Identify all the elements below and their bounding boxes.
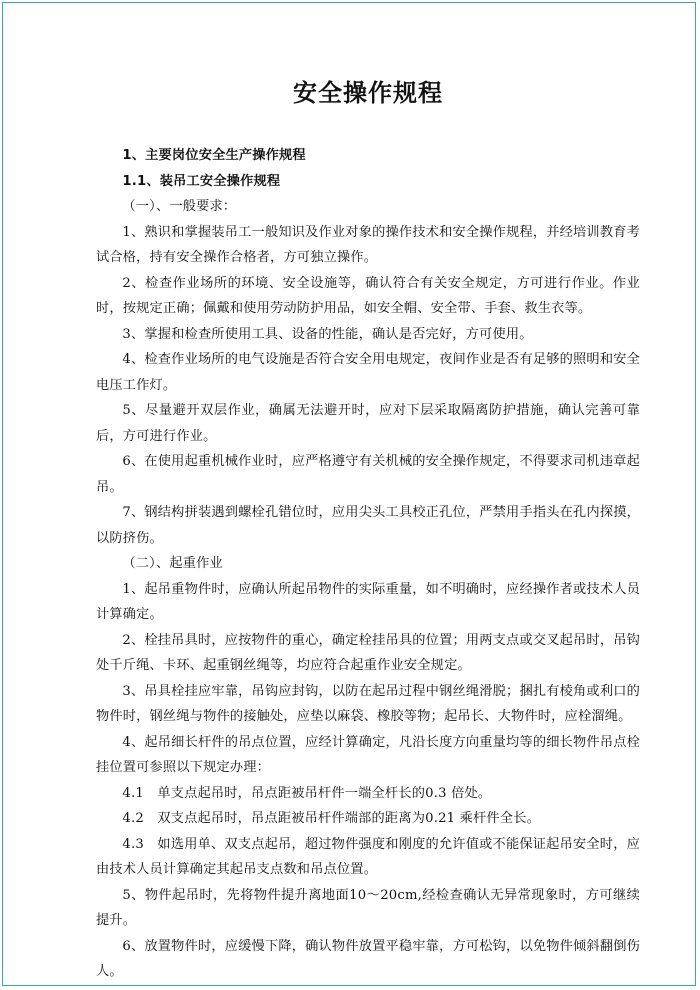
paragraph: 3、吊具栓挂应牢靠，吊钩应封钩，以防在起吊过程中钢丝绳滑脱；捆扎有棱角或利口的物件时，钢丝绳与物件的接触处，应垫以麻袋、橡胶等物；起吊长、大物件时，应栓溜绳。	[96, 683, 640, 724]
paragraph: 5、尽量避开双层作业，确属无法避开时，应对下层采取隔离防护措施，确认完善可靠后，方可进行作业。	[96, 403, 640, 444]
paragraph: 4.2 双支点起吊时，吊点距被吊杆件端部的距离为0.21 乘杆件全长。	[122, 811, 540, 826]
paragraph: 4、起吊细长杆件的吊点位置，应经计算确定，凡沿长度方向重量均等的细长物件吊点栓挂位置可参照以下规定办理：	[96, 734, 640, 775]
paragraph: 4.3 如选用单、双支点起吊，超过物件强度和刚度的允许值或不能保证起吊安全时，应由技术人员计算确定其起吊支点数和吊点位置。	[96, 836, 640, 877]
part-heading: （一）、一般要求：	[122, 199, 237, 214]
paragraph: 1、起吊重物件时，应确认所起吊物件的实际重量，如不明确时，应经操作者或技术人员计算确定。	[96, 581, 640, 622]
paragraph: 5、物件起吊时，先将物件提升离地面10～20cm,经检查确认无异常现象时，方可继续提升。	[96, 887, 640, 928]
paragraph: 2、检查作业场所的环境、安全设施等，确认符合有关安全规定，方可进行作业。作业时，按规定正确；佩戴和使用劳动防护用品，如安全帽、安全带、手套、救生衣等。	[96, 275, 640, 316]
paragraph: 2、栓挂吊具时，应按物件的重心，确定栓挂吊具的位置；用两支点或交叉起吊时，吊钩处千斤绳、卡环、起重钢丝绳等，均应符合起重作业安全规定。	[96, 632, 640, 673]
section-heading: 1、主要岗位安全生产操作规程	[122, 148, 306, 163]
paragraph: 4、检查作业场所的电气设施是否符合安全用电规定，夜间作业是否有足够的照明和安全电压工作灯。	[96, 352, 640, 393]
document-page	[2, 2, 696, 986]
paragraph: 6、放置物件时，应缓慢下降，确认物件放置平稳牢靠，方可松钩，以免物件倾斜翻倒伤人。	[96, 938, 640, 979]
subsection-heading: 1.1、装吊工安全操作规程	[122, 173, 281, 189]
paragraph: 1、熟识和掌握装吊工一般知识及作业对象的操作技术和安全操作规程，并经培训教育考试合格，持有安全操作合格者，方可独立操作。	[96, 224, 640, 265]
document-title: 安全操作规程	[293, 79, 443, 107]
part-heading: （二）、起重作业	[122, 556, 223, 571]
paragraph: 4.1 单支点起吊时，吊点距被吊杆件一端全杆长的0.3 倍处。	[122, 785, 492, 801]
paragraph: 6、在使用起重机械作业时，应严格遵守有关机械的安全操作规定，不得要求司机违章起吊。	[96, 454, 640, 495]
paragraph: 7、钢结构拼装遇到螺栓孔错位时，应用尖头工具校正孔位，严禁用手指头在孔内探摸，以防挤伤。	[96, 505, 640, 546]
document-body	[96, 143, 640, 985]
paragraph: 3、掌握和检查所使用工具、设备的性能，确认是否完好，方可使用。	[122, 326, 533, 342]
